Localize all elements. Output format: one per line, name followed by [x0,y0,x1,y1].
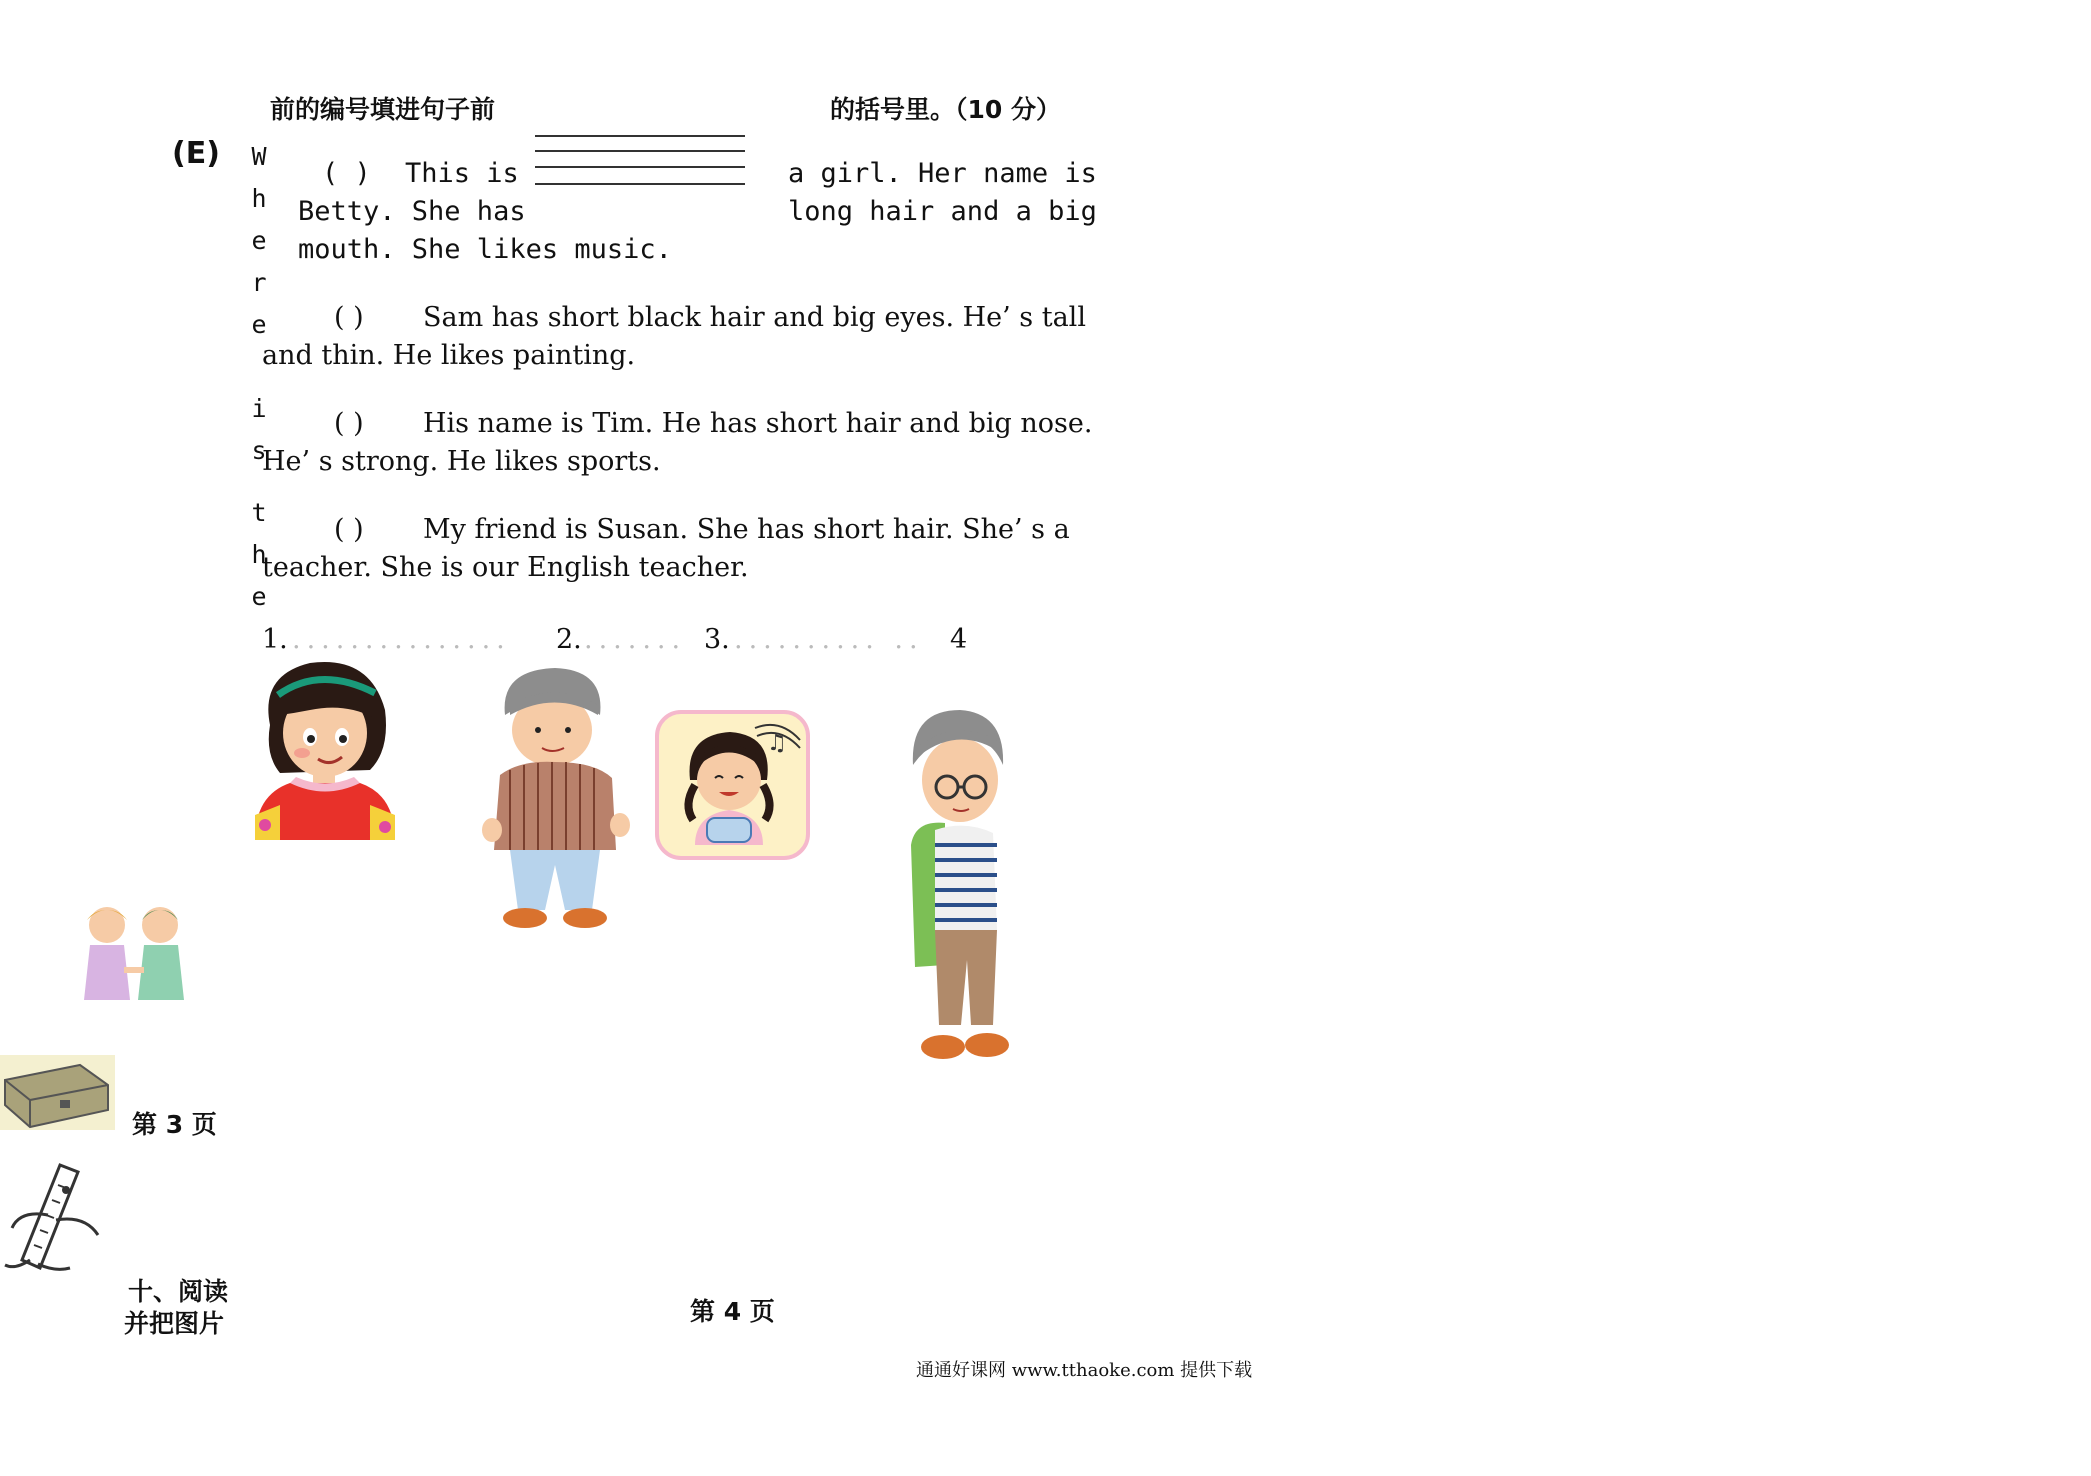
paragraph-3-line-2: He’ s strong. He likes sports. [262,446,661,477]
reading-heading-line-1: 十、阅读 [128,1277,229,1306]
dotted-leader: .......... .. [734,624,924,655]
vertical-letter: h [251,540,267,569]
answer-line [535,166,745,168]
answer-line [535,150,745,152]
vertical-letter: W [251,142,267,171]
paragraph-3-bracket: ( ) [334,408,364,439]
instruction-right: 的括号里。（10 分） [830,95,1061,124]
svg-text:♫: ♫ [767,731,787,756]
music-girl-icon [655,710,810,860]
page-3-label: 第 3 页 [132,1110,217,1139]
page-4-label: 第 4 页 [690,1297,775,1326]
paragraph-2-line-1: Sam has short black hair and big eyes. He’ s tall [423,302,1086,333]
vertical-text-column [248,136,270,618]
picture-number-2: 2. [556,624,582,655]
footer-credit: 通通好课网 www.tthaoke.com 提供下载 [916,1360,1253,1381]
dotted-leader: ....... [584,624,687,655]
paragraph-1-line-1-right: a girl. Her name is [788,158,1097,189]
instruction-left: 前的编号填进句子前 [270,95,496,124]
paragraph-3-line-1: His name is Tim. He has short hair and big nose. [423,408,1093,439]
answer-line [535,135,745,137]
section-label: (E) [172,136,220,171]
vertical-letter: r [251,268,267,297]
two-girls-icon [72,900,197,1010]
reading-heading-line-2: 并把图片 [124,1309,225,1338]
paragraph-2-bracket: ( ) [334,302,364,333]
vertical-letter: e [251,582,267,611]
paragraph-2-line-2: and thin. He likes painting. [262,340,636,371]
dotted-leader: ............... [292,624,511,655]
paragraph-4-bracket: ( ) [334,514,364,545]
boy-glasses-icon [905,705,1015,1080]
paragraph-1-line-1-left: This is [405,158,519,189]
vertical-letter: i [251,394,267,423]
boy-icon [480,660,630,935]
vertical-letter: t [251,498,267,527]
answer-line [535,183,745,185]
vertical-letter: e [251,310,267,339]
ruler-character-icon [0,1160,105,1275]
paragraph-1-line-2-left: Betty. She has [298,196,526,227]
picture-number-4: 4 [950,624,968,655]
vertical-letter: e [251,226,267,255]
picture-number-1: 1. [262,624,288,655]
paragraph-4-line-1: My friend is Susan. She has short hair. She’ s a [423,514,1070,545]
picture-number-3: 3. [704,624,730,655]
paragraph-1-bracket: ( ) [322,158,371,189]
paragraph-1-line-3: mouth. She likes music. [298,234,672,265]
vertical-letter: s [251,436,267,465]
vertical-letter: h [251,184,267,213]
paragraph-1-line-2-right: long hair and a big [788,196,1097,227]
pencil-box-icon [0,1055,115,1130]
paragraph-4-line-2: teacher. She is our English teacher. [262,552,749,583]
girl-portrait-icon [250,655,400,840]
